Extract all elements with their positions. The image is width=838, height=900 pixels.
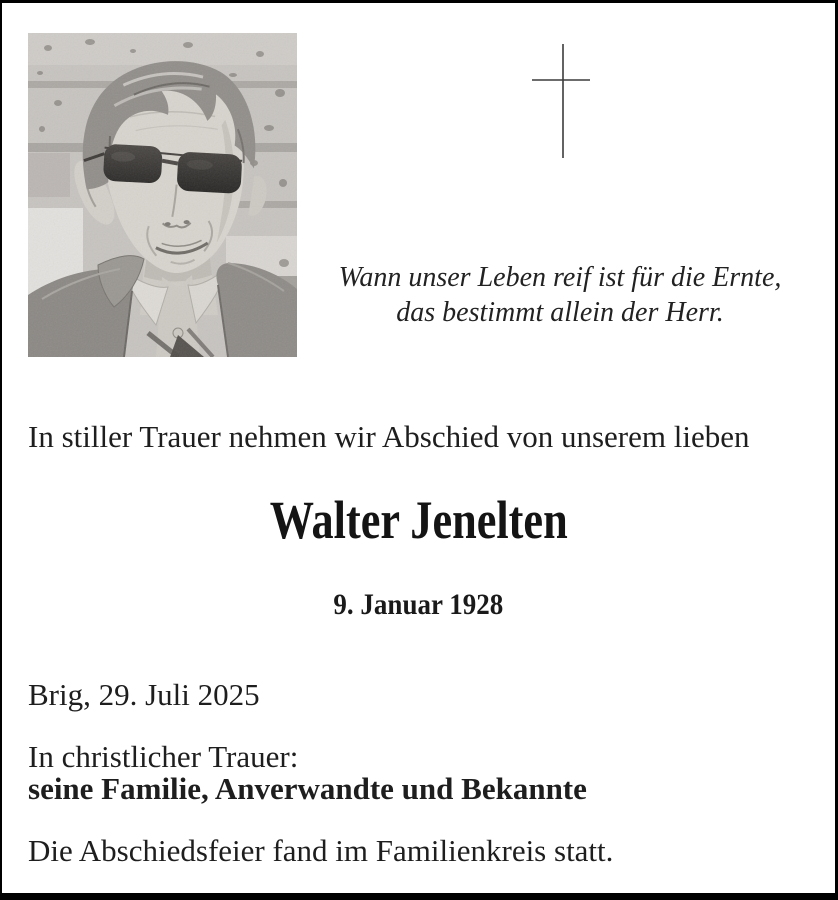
portrait-photo <box>28 33 297 357</box>
memorial-quote-line-2: das bestimmt allein der Herr. <box>396 297 724 328</box>
portrait-photo-illustration <box>28 33 297 357</box>
place-and-date: Brig, 29. Juli 2025 <box>28 677 260 712</box>
mourning-intro: In christlicher Trauer: <box>28 739 299 774</box>
memorial-quote-line-1: Wann unser Leben reif ist für die Ernte, <box>338 262 782 293</box>
birth-date-row <box>2 590 835 620</box>
announcement-intro: In stiller Trauer nehmen wir Abschied von unserem lieben <box>28 419 750 454</box>
deceased-name: Walter Jenelten <box>269 490 568 550</box>
birth-date: 9. Januar 1928 <box>333 588 504 621</box>
memorial-quote <box>280 260 838 330</box>
farewell-note: Die Abschiedsfeier fand im Familienkreis statt. <box>28 833 614 868</box>
deceased-name-row <box>2 490 835 550</box>
mourners-line: seine Familie, Anverwandte und Bekannte <box>28 771 587 806</box>
cross-icon <box>519 41 609 167</box>
